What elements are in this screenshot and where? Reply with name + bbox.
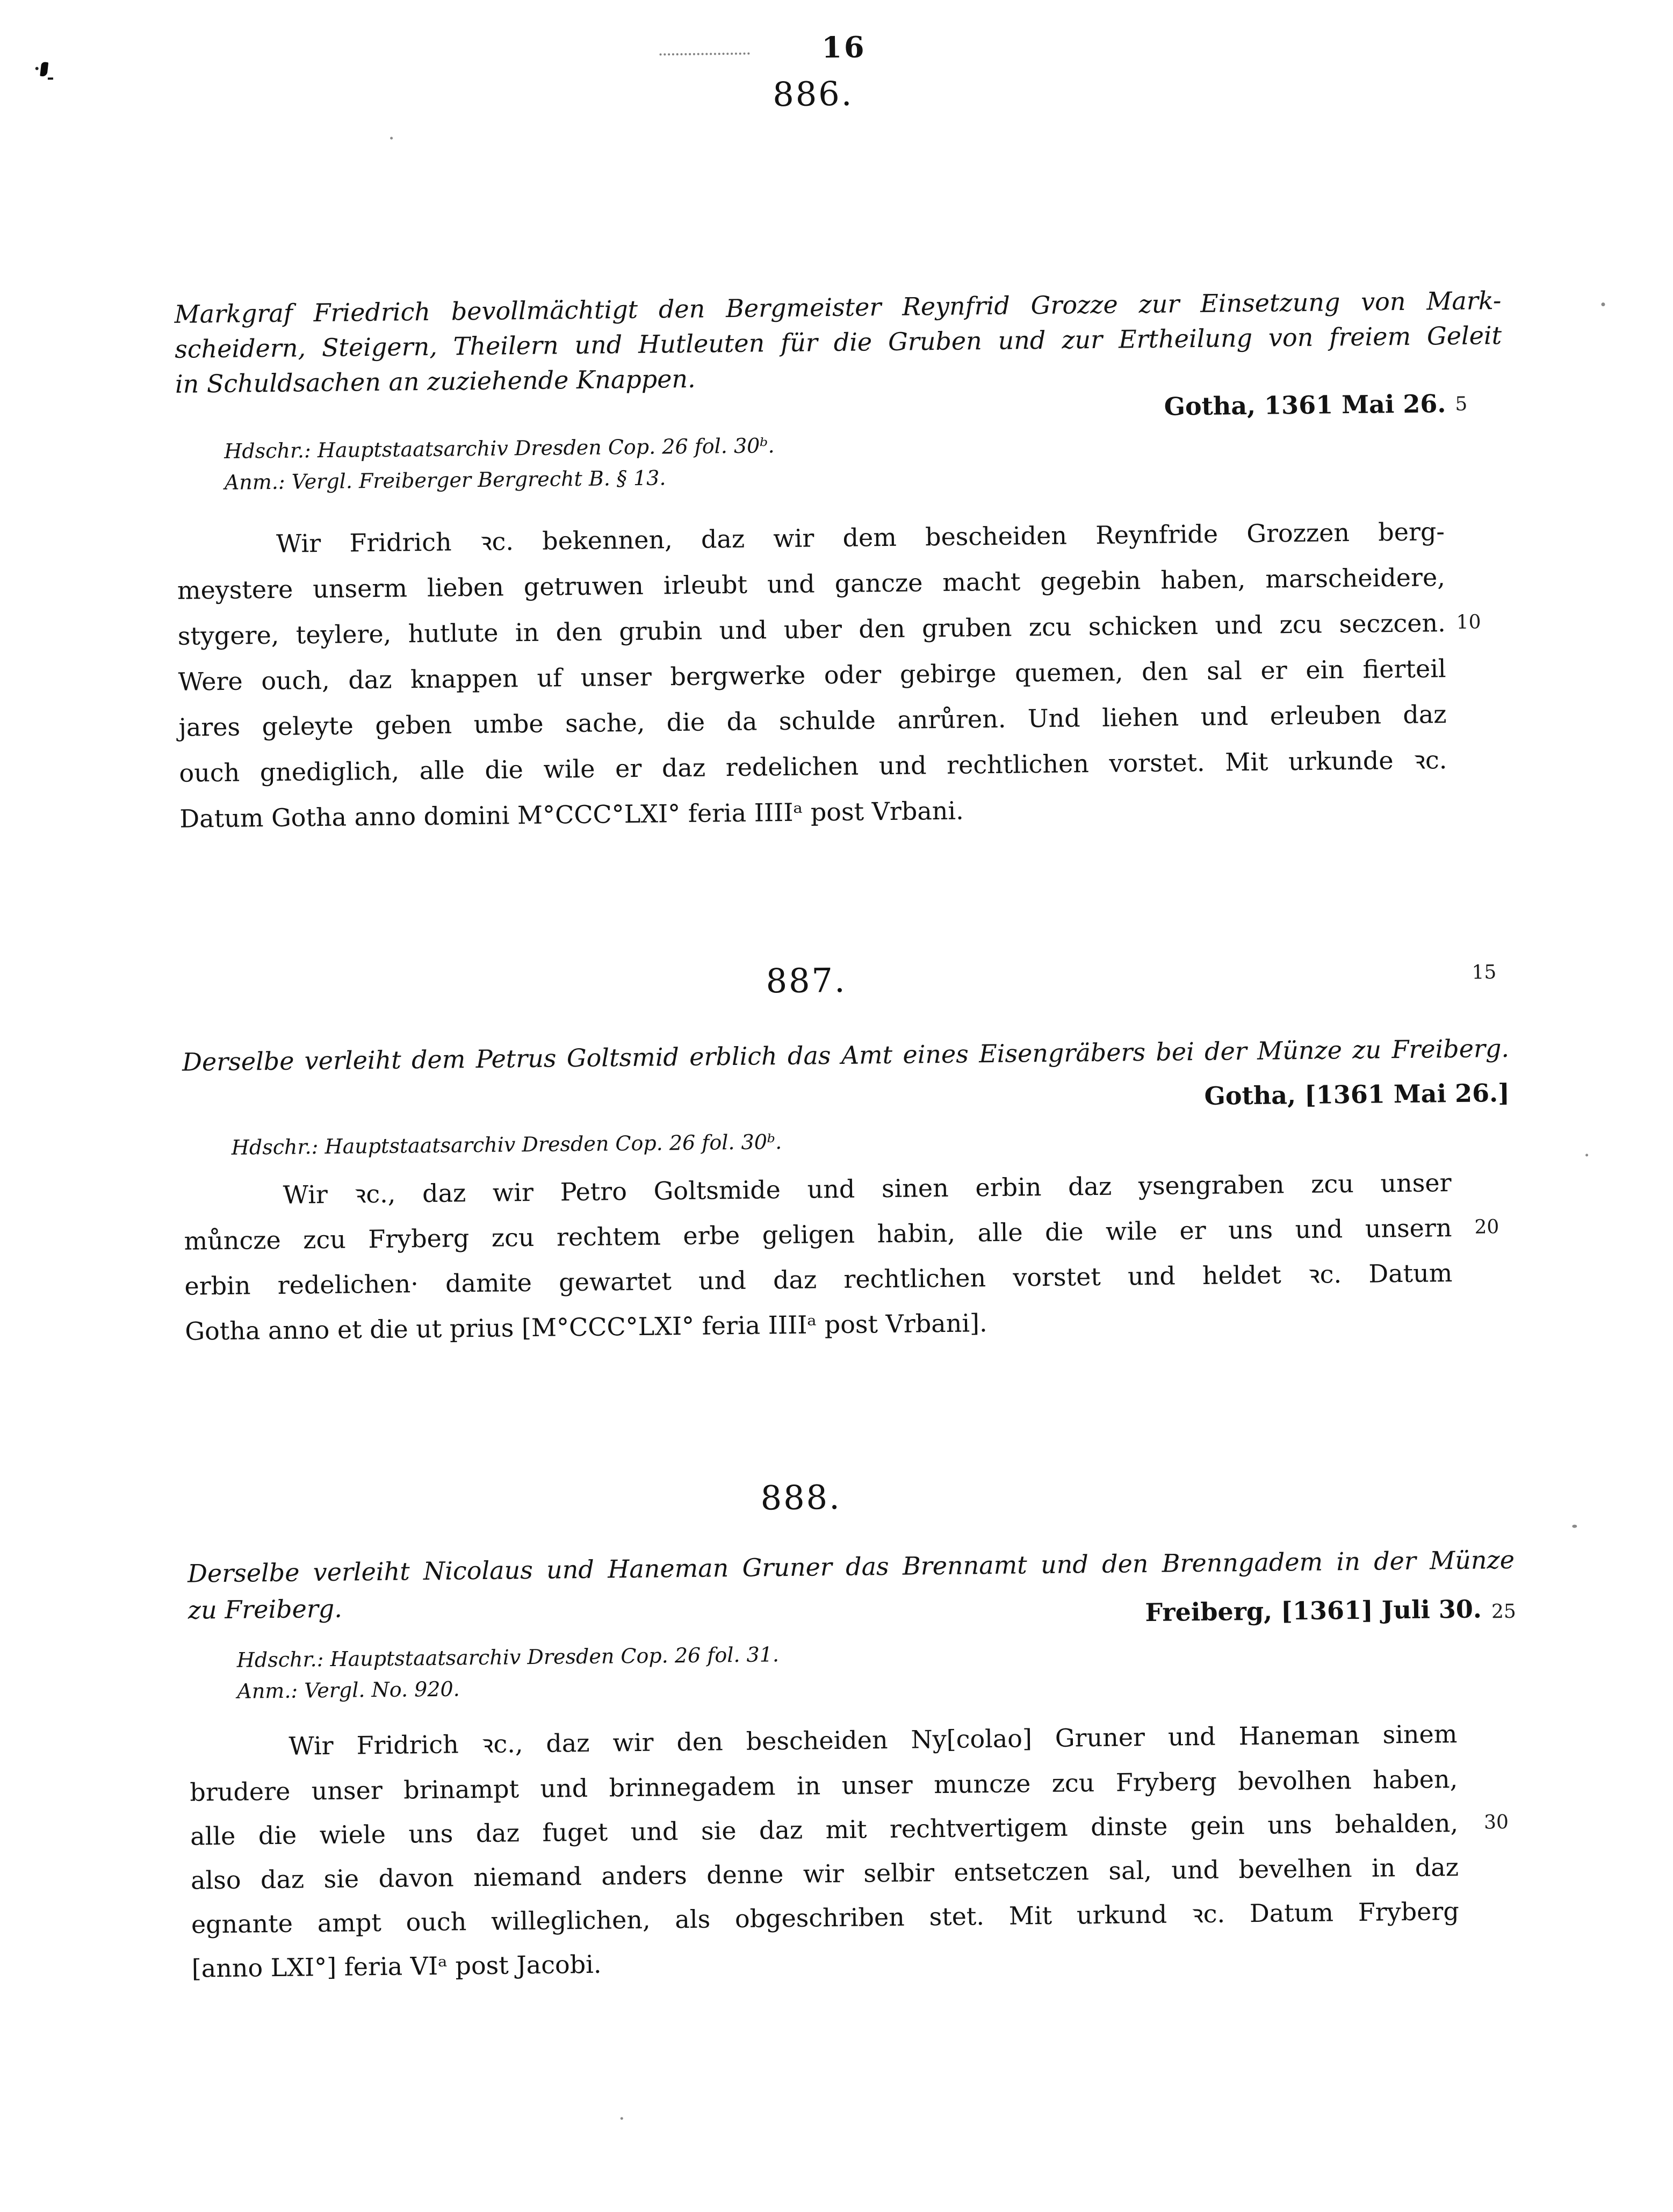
entry-886-source-anm: Anm.: Vergl. Freiberger Bergrecht B. § 13. [224,466,666,494]
entry-888-body-line-6: [anno LXI°] feria VIᵃ post Jacobi. [191,1949,602,1983]
entry-886-body-line-5: jares geleyte geben umbe sache, die da schulde anrůren. Und liehen und erleuben daz [178,700,1447,742]
entry-888-dateline: Freiberg, [1361] Juli 30. [1145,1594,1482,1627]
entry-887-source-hdschr: Hdschr.: Hauptstaatsarchiv Dresden Cop. 26 fol. 30ᵇ. [231,1130,782,1159]
scan-artifact-speck [48,77,53,80]
entry-886-source-hdschr: Hdschr.: Hauptstaatsarchiv Dresden Cop. 26 fol. 30ᵇ. [223,434,775,463]
scan-artifact-speck [621,2117,623,2120]
entry-887-body-line-4: Gotha anno et die ut prius [M°CCC°LXI° feria IIIIᵃ post Vrbani]. [185,1308,987,1346]
margin-line-number-5: 5 [1455,393,1468,415]
entry-888-source-anm: Anm.: Vergl. No. 920. [237,1677,460,1703]
entry-886-body-line-4: Were ouch, daz knappen uf unser bergwerke oder gebirge quemen, den sal er ein fierteil [178,654,1446,696]
entry-886-body-line-6: ouch gnediglich, alle die wile er daz redelichen und rechtlichen vorstet. Mit urkunde ꝛc. [179,745,1447,788]
margin-line-number-20: 20 [1474,1216,1499,1238]
margin-line-number-30: 30 [1483,1811,1509,1834]
entry-888-body-line-4: also daz sie davon niemand anders denne wir selbir entsetczen sal, und bevelhen in daz [190,1853,1459,1895]
entry-886-body-line-2: meystere unserm lieben getruwen irleubt und gancze macht gegebin haben, marscheidere, [177,563,1446,605]
entry-887-dateline: Gotha, [1361 Mai 26.] [1204,1078,1510,1111]
scan-artifact-speck [35,67,39,70]
scan-artifact-speck [1601,302,1605,306]
entry-888-body-line-3: alle die wiele uns daz fuget und sie daz mit rechtvertigem dinste gein uns behalden, [190,1808,1459,1851]
margin-line-number-25: 25 [1491,1600,1516,1623]
entry-886-number: 886. [772,74,854,114]
entry-888-summary-line-2: zu Freiberg. [188,1594,343,1625]
scan-artifact-ink-blob [40,62,48,77]
entry-886-body-line-3: stygere, teylere, hutlute in den grubin und uber den gruben zcu schicken und zcu seczcen. [177,608,1446,651]
entry-888-body-line-1: Wir Fridrich ꝛc., daz wir den bescheiden Ny[colao] Gruner und Haneman sinem [289,1719,1458,1761]
entry-888-body-line-2: brudere unser brinampt und brinnegadem in unser muncze zcu Fryberg bevolhen haben, [190,1764,1458,1807]
entry-886-body-line-7: Datum Gotha anno domini M°CCC°LXI° feria IIIIᵃ post Vrbani. [179,796,964,833]
entry-888-summary-line-1: Derselbe verleiht Nicolaus und Haneman Gruner das Brennamt und den Brenngadem in der Münze [187,1545,1515,1588]
entry-887-summary-line-1: Derselbe verleiht dem Petrus Goltsmid erblich das Amt eines Eisengräbers bei der Münze zu Freiberg. [182,1033,1510,1077]
entry-888-source-hdschr: Hdschr.: Hauptstaatsarchiv Dresden Cop. 26 fol. 31. [236,1642,780,1672]
scan-artifact-speck [390,137,393,140]
margin-line-number-15: 15 [1472,961,1497,984]
entry-886-summary-line-1: Markgraf Friedrich bevollmächtigt den Bergmeister Reynfrid Grozze zur Einsetzung von Mark- [174,286,1502,329]
entry-888-number: 888. [760,1478,842,1518]
scan-artifact-dotted-line [660,53,750,56]
entry-886-summary-line-2: scheidern, Steigern, Theilern und Hutleuten für die Gruben und zur Ertheilung von freiem Geleit [174,321,1502,364]
margin-line-number-10: 10 [1456,611,1481,633]
entry-887-body-line-3: erbin redelichen· damite gewartet und daz rechtlichen vorstet und heldet ꝛc. Datum [184,1258,1453,1301]
scan-artifact-speck [1585,1154,1588,1156]
entry-886-summary-line-3: in Schuldsachen an zuziehende Knappen. [175,364,696,399]
entry-887-body-line-1: Wir ꝛc., daz wir Petro Goltsmide und sinen erbin daz ysengraben zcu unser [283,1168,1452,1209]
entry-887-number: 887. [766,960,847,1001]
entry-886-body-line-1: Wir Fridrich ꝛc. bekennen, daz wir dem bescheiden Reynfride Grozzen berg- [276,517,1445,558]
page-number: 16 [821,30,867,65]
entry-886-dateline: Gotha, 1361 Mai 26. [1164,389,1446,421]
entry-888-body-line-5: egnante ampt ouch willeglichen, als obgeschriben stet. Mit urkund ꝛc. Datum Fryberg [191,1897,1460,1939]
scan-artifact-speck [1572,1525,1577,1528]
entry-887-body-line-2: můncze zcu Fryberg zcu rechtem erbe geligen habin, alle die wile er uns und unsern [184,1213,1452,1256]
